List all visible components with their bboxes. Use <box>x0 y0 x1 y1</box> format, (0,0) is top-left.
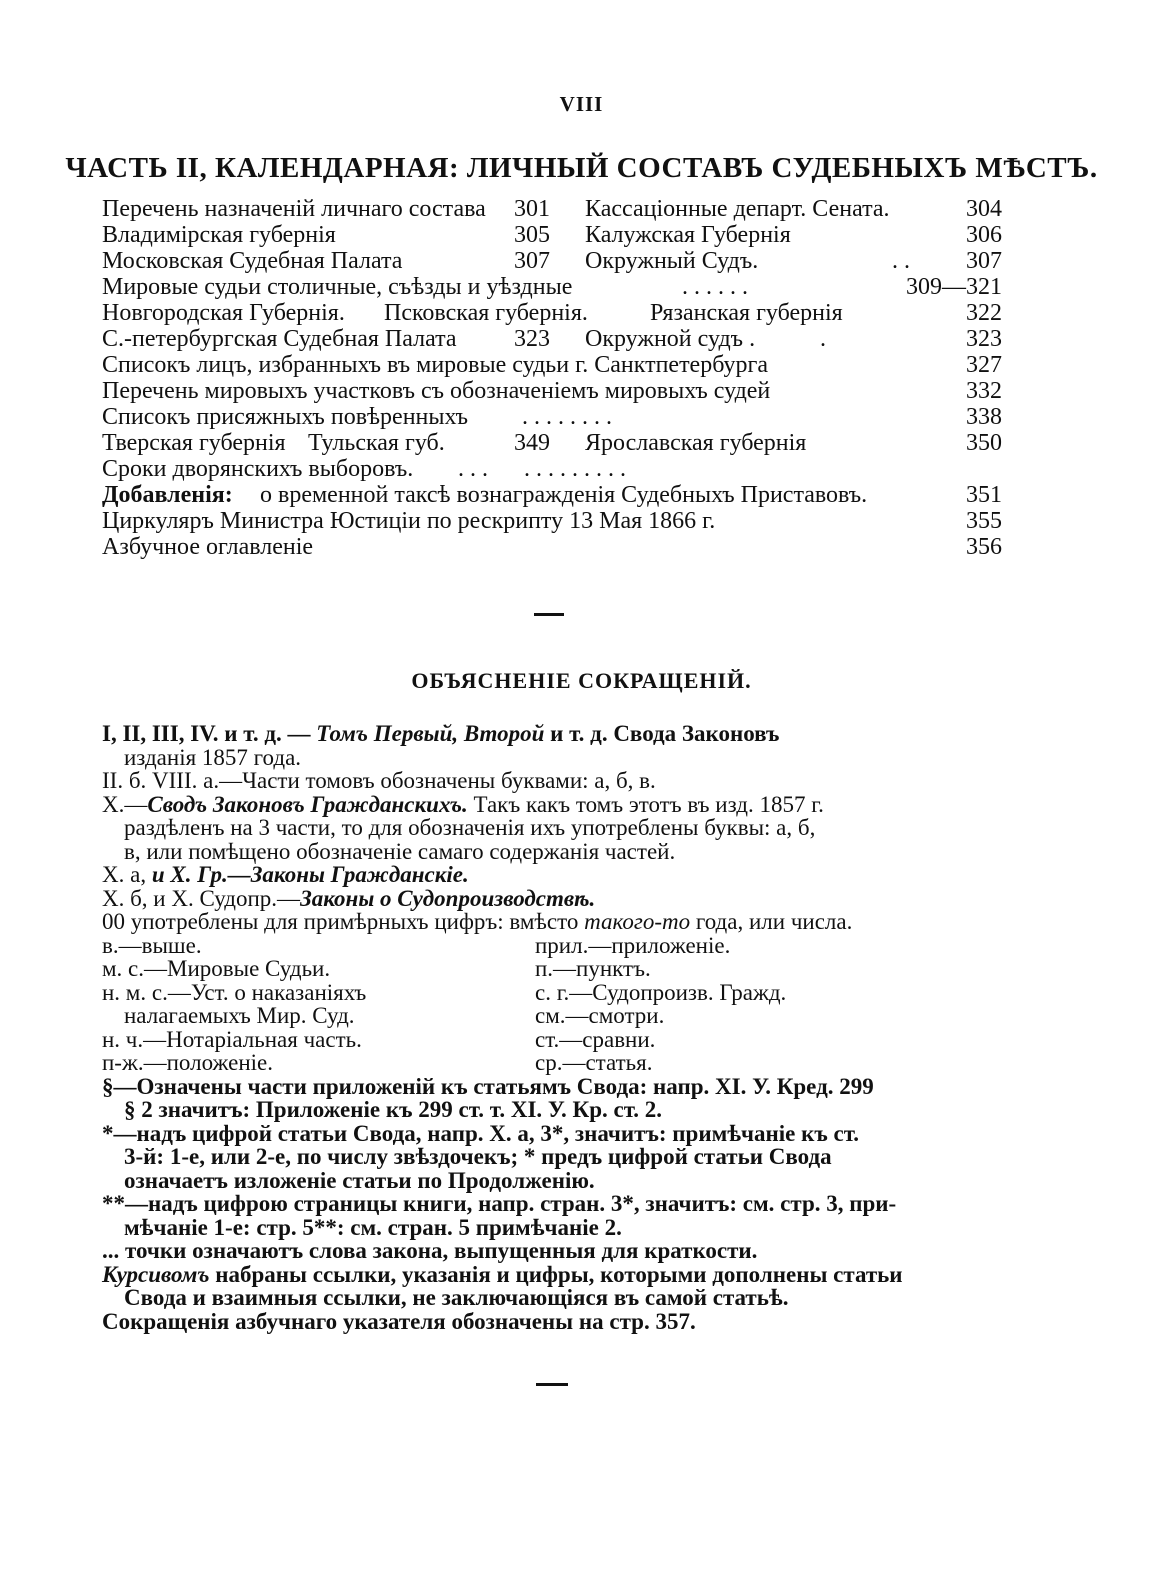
toc-entry: Добавленiя: <box>102 482 233 508</box>
toc-entry: Окружной судъ . <box>585 326 756 352</box>
toc-row <box>102 248 1002 274</box>
toc-entry: Ярославская губернiя <box>585 430 807 456</box>
toc-entry: Сроки дворянскихъ выборовъ. <box>102 456 414 482</box>
abbr-line: раздѣленъ на 3 части, то для обозначенiя ихъ употреблены буквы: а, б, <box>124 815 816 840</box>
table-of-contents <box>102 196 1002 560</box>
toc-row <box>102 300 1002 326</box>
abbr-text: прил.—приложенiе. <box>535 932 731 958</box>
toc-row <box>102 482 1002 508</box>
abbr-line: ... точки означаютъ слова закона, выпущенныя для краткости. <box>102 1238 758 1263</box>
toc-dots: . . <box>892 248 910 274</box>
abbr-pair <box>102 1051 1002 1075</box>
toc-entry: Циркуляръ Министра Юстицiи по рескрипту 13 Мая 1866 г. <box>102 508 716 534</box>
abbr-line: § 2 значитъ: Приложенiе къ 299 ст. т. XI. У. Кр. ст. 2. <box>124 1097 663 1122</box>
toc-entry: Владимiрская губернiя <box>102 222 336 248</box>
abbr-text: м. с.—Мировые Судьи. <box>102 956 331 981</box>
abbr-text: н. ч.—Нотарiальная часть. <box>102 1026 362 1052</box>
abbr-text: с. г.—Судопроизв. Гражд. <box>535 979 787 1005</box>
abbr-line: **—надъ цифрою страницы книги, напр. стран. 3*, значитъ: см. стр. 3, при- <box>102 1191 897 1216</box>
abbr-line <box>102 722 1002 746</box>
abbr-pair <box>102 934 1002 958</box>
toc-entry: Калужская Губернiя <box>585 222 791 248</box>
toc-entry: Тверская губернiя <box>102 430 286 456</box>
abbr-pair <box>102 1004 1002 1028</box>
section-divider <box>534 613 564 616</box>
abbreviations-title: ОБЪЯСНЕНIЕ СОКРАЩЕНIЙ. <box>411 668 752 693</box>
toc-row <box>102 508 1002 534</box>
toc-page: 309—321 <box>906 274 1002 300</box>
abbr-line: Сокращенiя азбучнаго указателя обозначены на стр. 357. <box>102 1308 696 1334</box>
toc-row <box>102 352 1002 378</box>
toc-page: 307 <box>514 248 550 274</box>
toc-row <box>102 326 1002 352</box>
toc-entry: Окружный Судъ. <box>585 248 759 274</box>
toc-row <box>102 404 1002 430</box>
abbr-text: года, или числа. <box>690 909 853 934</box>
abbr-text: 00 употреблены для примѣрныхъ цифръ: вмѣсто <box>102 909 585 934</box>
toc-entry: С.-петербургская Судебная Палата <box>102 326 457 352</box>
abbr-text: и X. Гр.—Законы Гражданскiе. <box>151 862 469 887</box>
abbr-pair <box>102 981 1002 1005</box>
abbr-line <box>102 1263 1002 1287</box>
abbr-text: X. а, <box>102 862 152 887</box>
toc-page: 305 <box>514 222 550 248</box>
abbr-text: см.—смотри. <box>535 1003 665 1028</box>
abbr-text: ср.—статья. <box>535 1050 653 1075</box>
toc-entry: Мировые судьи столичные, съѣзды и уѣздные <box>102 274 573 300</box>
toc-row <box>102 196 1002 222</box>
abbr-text: X.— <box>102 791 148 817</box>
toc-dots: . . . . . . . . <box>522 404 612 430</box>
toc-page: 355 <box>966 508 1002 534</box>
toc-entry: Тульская губ. <box>308 430 445 456</box>
abbr-text: Курсивомъ <box>102 1261 210 1287</box>
abbr-text: п-ж.—положенiе. <box>102 1050 273 1075</box>
abbr-line: мѣчанiе 1-е: стр. 5**: см. стран. 5 примѣчанiе 2. <box>124 1214 622 1240</box>
toc-entry: Кассацiонные департ. Сената. <box>585 196 890 222</box>
toc-page: 301 <box>514 196 550 222</box>
abbr-line <box>102 887 1002 911</box>
toc-entry: Московская Судебная Палата <box>102 248 403 274</box>
toc-row <box>102 430 1002 456</box>
toc-page: 351 <box>966 482 1002 508</box>
toc-entry: Перечень назначенiй личнаго состава <box>102 196 486 222</box>
abbr-pair <box>102 957 1002 981</box>
toc-page: 323 <box>514 326 550 352</box>
abbr-text: такого-то <box>584 909 691 934</box>
abbr-line: 3-й: 1-е, или 2-е, по числу звѣздочекъ; * предъ цифрой статьи Свода <box>124 1144 832 1169</box>
toc-page: 349 <box>514 430 550 456</box>
abbr-text: в.—выше. <box>102 932 202 958</box>
toc-page: 307 <box>966 248 1002 274</box>
abbr-line: изданiя 1857 года. <box>124 744 302 770</box>
toc-entry: Азбучное оглавленiе <box>102 534 314 560</box>
abbr-line: означаетъ изложенiе статьи по Продолженiю. <box>124 1167 595 1193</box>
abbr-text: налагаемыхъ Мир. Суд. <box>124 1003 355 1028</box>
toc-entry: о временной таксѣ вознагражденiя Судебныхъ Приставовъ. <box>260 482 868 508</box>
toc-dots: . <box>820 326 826 352</box>
toc-page: 327 <box>966 352 1002 378</box>
toc-entry: Списокъ лицъ, избранныхъ въ мировые судьи г. Санктпетербурга <box>102 352 768 378</box>
abbr-text: X. б, и X. Судопр.— <box>102 885 301 911</box>
toc-page: 323 <box>966 326 1002 352</box>
abbr-text: п.—пунктъ. <box>535 956 651 981</box>
toc-entry: Новгородская Губернiя. <box>102 300 345 326</box>
abbr-pair <box>102 1028 1002 1052</box>
toc-row <box>102 222 1002 248</box>
part-title: ЧАСТЬ II, КАЛЕНДАРНАЯ: ЛИЧНЫЙ СОСТАВЪ СУДЕБНЫХЪ МѢСТЪ. <box>65 152 1098 184</box>
abbr-line: *—надъ цифрой статьи Свода, напр. X. а, 3*, значитъ: примѣчанiе къ ст. <box>102 1120 860 1146</box>
abbr-text: и т. д. Свода Законовъ <box>544 721 780 746</box>
abbr-text: Томъ Первый, Второй <box>316 721 545 746</box>
abbr-line <box>102 793 1002 817</box>
abbr-text: I, II, III, IV. и т. д. — <box>102 721 317 746</box>
abbr-line <box>102 863 1002 887</box>
toc-entry: Рязанская губернiя <box>650 300 843 326</box>
page-number: VIII <box>559 92 604 116</box>
toc-page: 356 <box>966 534 1002 560</box>
abbr-text: ст.—сравни. <box>535 1026 656 1052</box>
toc-dots: . . . . . . <box>682 274 748 300</box>
toc-entry: Перечень мировыхъ участковъ съ обозначенiемъ мировыхъ судей <box>102 378 771 404</box>
section-divider <box>536 1383 568 1386</box>
abbr-text: Законы о Судопроизводствѣ. <box>300 885 596 911</box>
toc-page: 306 <box>966 222 1002 248</box>
abbr-text: н. м. с.—Уст. о наказанiяхъ <box>102 979 367 1005</box>
abbreviations-list <box>102 722 1002 1333</box>
toc-entry: Псковская губернiя. <box>384 300 588 326</box>
abbr-line: Свода и взаимныя ссылки, не заключающiяся въ самой статьѣ. <box>124 1285 789 1310</box>
toc-page: 332 <box>966 378 1002 404</box>
abbr-line <box>102 910 1002 934</box>
toc-row <box>102 274 1002 300</box>
toc-page: 338 <box>966 404 1002 430</box>
toc-row <box>102 534 1002 560</box>
abbr-line: II. б. VIII. а.—Части томовъ обозначены буквами: а, б, в. <box>102 768 656 793</box>
abbr-text: Такъ какъ томъ этотъ въ изд. 1857 г. <box>467 791 824 817</box>
abbr-line: §—Означены части приложенiй къ статьямъ Свода: напр. XI. У. Кред. 299 <box>102 1073 874 1099</box>
abbr-text: Сводъ Законовъ Гражданскихъ. <box>147 791 468 817</box>
toc-page: 322 <box>966 300 1002 326</box>
toc-dots: . . . . . . . . . . . . <box>458 456 626 482</box>
toc-page: 304 <box>966 196 1002 222</box>
toc-row <box>102 378 1002 404</box>
toc-entry: Списокъ присяжныхъ повѣренныхъ <box>102 404 469 430</box>
abbr-line: в, или помѣщено обозначенiе самаго содержанiя частей. <box>124 838 676 864</box>
toc-row <box>102 456 1002 482</box>
abbr-text: набраны ссылки, указанiя и цифры, которыми дополнены статьи <box>209 1261 903 1287</box>
toc-page: 350 <box>966 430 1002 456</box>
